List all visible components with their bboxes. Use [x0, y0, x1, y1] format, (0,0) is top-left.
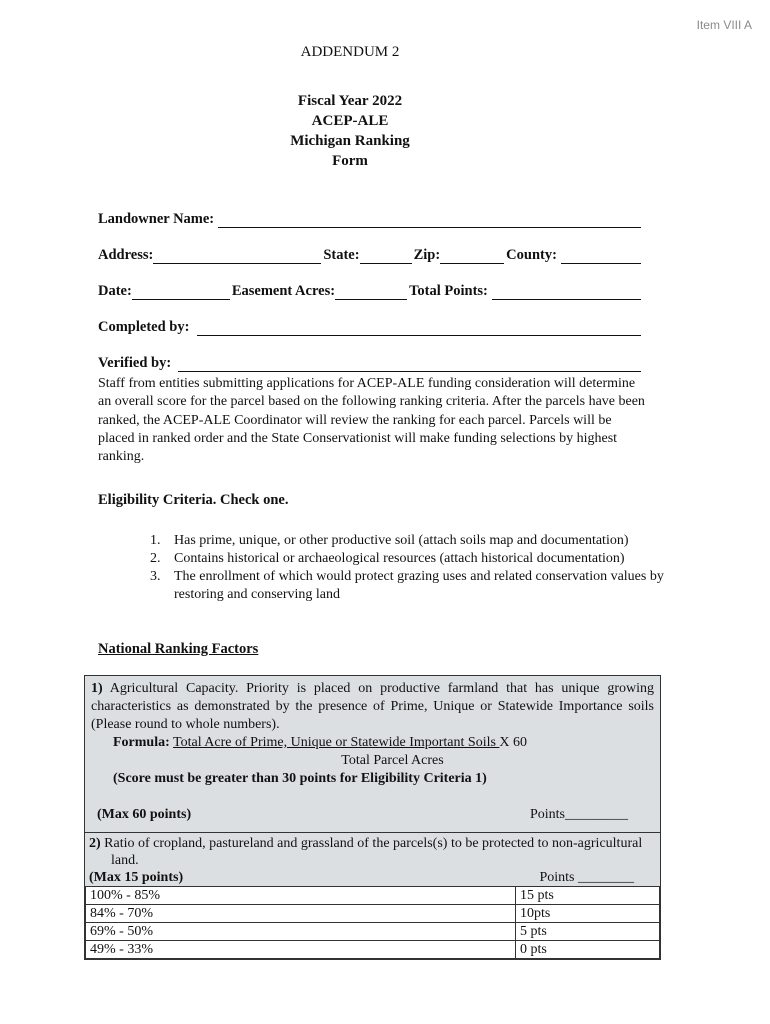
header-fields [98, 192, 643, 372]
factor-2-number: 2) [89, 836, 101, 851]
table-row [86, 923, 660, 941]
county-field[interactable] [561, 249, 641, 264]
range-cell: 84% - 70% [86, 905, 516, 923]
factor-1-formula [91, 734, 654, 752]
factor-1-max: (Max 60 points) [97, 807, 192, 822]
factor-2-max: (Max 15 points) [89, 870, 184, 885]
table-row [86, 905, 660, 923]
factor-1-text: Agricultural Capacity. Priority is placed on productive farmland that has unique growing characteristics as demonstrated by the presence of Prime, Unique or Statewide Importance soils (Please round to whole numbers). [91, 681, 654, 732]
title-line-1: Fiscal Year 2022 [297, 93, 403, 109]
title-line-2: ACEP-ALE [311, 113, 389, 129]
range-cell: 100% - 85% [86, 887, 516, 905]
eligibility-item-number: 3. [150, 569, 161, 584]
formula-numerator: Total Acre of Prime, Unique or Statewide Important Soils [173, 735, 500, 750]
eligibility-list [150, 532, 670, 604]
points-cell[interactable]: 0 pts [516, 941, 660, 959]
county-label: County: [506, 247, 557, 263]
easement-label: Easement Acres: [231, 283, 336, 299]
total-points-label: Total Points: [409, 283, 488, 299]
ranking-factors-box [84, 675, 661, 960]
factor-2-points-row [89, 869, 656, 886]
factor-2-section [85, 833, 660, 886]
item-tag: Item VIII A [696, 18, 752, 32]
formula-denominator: Total Parcel Acres [341, 753, 444, 768]
points-cell[interactable]: 5 pts [516, 923, 660, 941]
date-label: Date: [98, 283, 132, 299]
formula-multiplier: X 60 [499, 735, 528, 750]
table-row [86, 941, 660, 959]
date-field[interactable] [132, 285, 230, 300]
eligibility-item-text: Contains historical or archaeological resources (attach historical documentation) [174, 551, 625, 566]
verified-by-label: Verified by: [98, 355, 172, 371]
addendum-heading: ADDENDUM 2 [300, 44, 400, 60]
form-title [0, 91, 700, 171]
eligibility-item-number: 2. [150, 551, 161, 566]
table-row [86, 887, 660, 905]
address-label: Address: [98, 247, 154, 263]
state-field[interactable] [360, 249, 412, 264]
total-points-field[interactable] [492, 285, 641, 300]
title-line-4: Form [332, 153, 368, 169]
national-ranking-heading: National Ranking Factors [98, 641, 259, 657]
formula-label: Formula: [113, 735, 170, 750]
verified-by-field[interactable] [178, 357, 641, 372]
landowner-name-field[interactable] [218, 213, 641, 228]
instructions-paragraph: Staff from entities submitting applications for ACEP-ALE funding consideration will determine an overall score for the parcel based on the following ranking criteria. After the parcels have been ranked, the ACEP-ALE Coordinator will review the ranking for each parcel. Parcels will be placed in ranked order and the State Conservationist will make funding selections by highest ranking. [98, 376, 645, 465]
zip-label: Zip: [413, 247, 441, 263]
eligibility-heading: Eligibility Criteria. Check one. [98, 492, 289, 508]
factor-1-number: 1) [91, 681, 103, 696]
completed-by-label: Completed by: [98, 319, 190, 335]
factor-1-note: (Score must be greater than 30 points for Eligibility Criteria 1) [113, 771, 487, 786]
eligibility-item-number: 1. [150, 533, 161, 548]
landowner-label: Landowner Name: [98, 211, 215, 227]
points-cell[interactable]: 15 pts [516, 887, 660, 905]
factor-2-description [89, 835, 656, 869]
date-row [98, 264, 643, 300]
factor-1-points-field[interactable]: Points_________ [529, 807, 628, 822]
title-line-3: Michigan Ranking [290, 133, 410, 149]
factor-1-points-row [91, 806, 654, 824]
completed-by-field[interactable] [197, 321, 641, 336]
easement-acres-field[interactable] [335, 285, 407, 300]
verified-row [98, 336, 643, 372]
eligibility-item-text: The enrollment of which would protect grazing uses and related conservation values by restoring and conserving land [174, 569, 664, 602]
eligibility-item[interactable] [150, 550, 670, 568]
factor-2-points-field[interactable]: Points ________ [539, 870, 634, 885]
factor-1-section [85, 676, 660, 833]
address-row [98, 228, 643, 264]
completed-row [98, 300, 643, 336]
state-label: State: [323, 247, 360, 263]
zip-field[interactable] [440, 249, 504, 264]
eligibility-item[interactable] [150, 568, 670, 604]
points-cell[interactable]: 10pts [516, 905, 660, 923]
eligibility-item[interactable] [150, 532, 670, 550]
factor-1-description [91, 680, 654, 734]
factor-2-score-table [85, 886, 660, 959]
eligibility-item-text: Has prime, unique, or other productive soil (attach soils map and documentation) [174, 533, 629, 548]
landowner-row [98, 192, 643, 228]
range-cell: 69% - 50% [86, 923, 516, 941]
factor-2-text: Ratio of cropland, pastureland and grassland of the parcels(s) to be protected to non-agricultural land. [104, 836, 643, 868]
range-cell: 49% - 33% [86, 941, 516, 959]
address-field[interactable] [153, 249, 321, 264]
